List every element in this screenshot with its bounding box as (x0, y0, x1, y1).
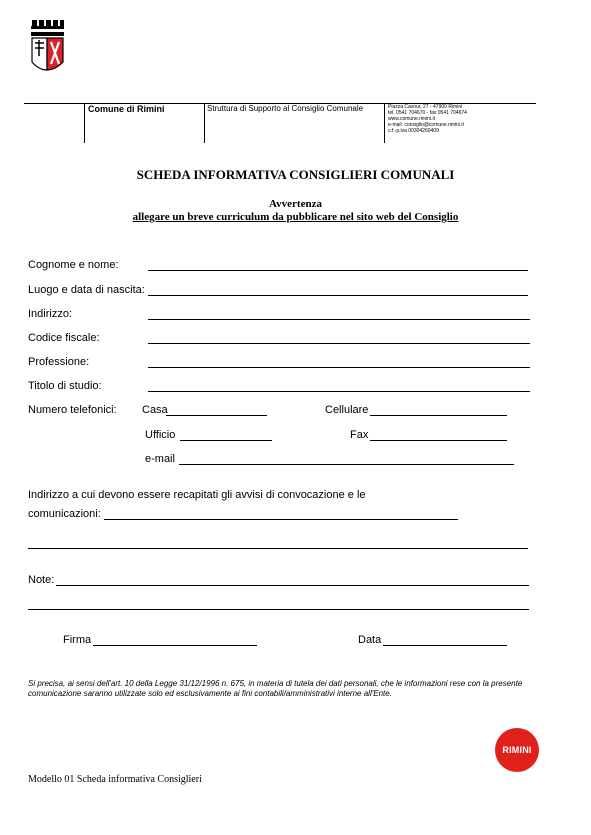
privacy-notice: Si precisa, ai sensi dell'art. 10 della Legge 31/12/1996 n. 675, in materia di tutela dei dati personali, che le informazioni rese con la presente comunicazione saranno utilizzate solo ed esclusivamente ai fini contabili/amministrativi interne all'Ente. (28, 679, 523, 698)
casa-field[interactable] (166, 415, 267, 416)
titolo-studio-field[interactable] (148, 391, 530, 392)
label-ufficio: Ufficio (145, 429, 176, 441)
comunicazioni-field-continued[interactable] (28, 548, 528, 549)
label-titolo-studio: Titolo di studio: (28, 380, 102, 392)
label-comunicazioni: comunicazioni: (28, 508, 101, 520)
comunicazioni-field[interactable] (104, 519, 458, 520)
label-casa: Casa (142, 404, 168, 416)
label-cognome: Cognome e nome: (28, 259, 119, 271)
contact-website: www.comune.rimini.it (388, 116, 435, 122)
department-name: Struttura di Supporto al Consiglio Comunale (207, 104, 364, 113)
header-divider (84, 103, 85, 143)
note-field-continued[interactable] (28, 609, 529, 610)
page-title: SCHEDA INFORMATIVA CONSIGLIERI COMUNALI (136, 167, 455, 182)
label-firma: Firma (63, 634, 92, 646)
ufficio-field[interactable] (180, 440, 272, 441)
contact-address: Piazza Cavour, 27 - 47900 Rimini (388, 104, 463, 110)
label-cellulare: Cellulare (325, 404, 369, 416)
contact-email: e-mail: consiglio@comune.rimini.it (388, 122, 464, 128)
label-indirizzo-avvisi: Indirizzo a cui devono essere recapitati gli avvisi di convocazione e le (28, 489, 366, 501)
header-divider (204, 103, 205, 143)
form-model-footer: Modello 01 Scheda informativa Consiglieri (28, 774, 202, 785)
warning-heading: Avvertenza (269, 198, 322, 210)
cellulare-field[interactable] (370, 415, 507, 416)
label-codice-fiscale: Codice fiscale: (28, 332, 100, 344)
label-note: Note: (28, 574, 55, 586)
label-fax: Fax (350, 429, 369, 441)
badge-label: RIMINI (502, 745, 532, 755)
label-luogo-nascita: Luogo e data di nascita: (28, 284, 145, 296)
cognome-field[interactable] (148, 270, 528, 271)
luogo-nascita-field[interactable] (148, 295, 528, 296)
label-email: e-mail (145, 453, 175, 465)
firma-field[interactable] (93, 645, 257, 646)
rimini-badge-logo (495, 728, 539, 772)
header-divider (384, 103, 385, 143)
fax-field[interactable] (370, 440, 507, 441)
contact-tax-code: c.f.-p.iva 00304260409 (388, 128, 439, 134)
comune-coat-of-arms-logo (28, 18, 66, 82)
warning-text: allegare un breve curriculum da pubblicare nel sito web del Consiglio (132, 211, 459, 223)
professione-field[interactable] (148, 367, 530, 368)
org-name: Comune di Rimini (88, 104, 165, 114)
contact-block (388, 104, 467, 134)
label-professione: Professione: (28, 356, 90, 368)
indirizzo-field[interactable] (148, 319, 530, 320)
label-data: Data (358, 634, 382, 646)
data-field[interactable] (383, 645, 507, 646)
email-field[interactable] (179, 464, 514, 465)
note-field[interactable] (56, 585, 529, 586)
codice-fiscale-field[interactable] (148, 343, 530, 344)
label-numeri-telefonici: Numero telefonici: (28, 404, 117, 416)
label-indirizzo: Indirizzo: (28, 308, 73, 320)
contact-phone: tel. 0541 704670 - fax 0541 704674 (388, 110, 467, 116)
